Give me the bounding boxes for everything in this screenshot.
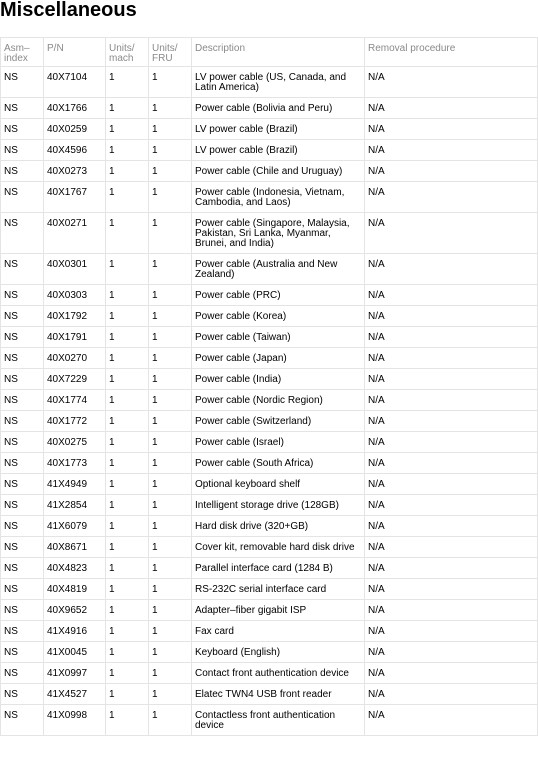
cell-part-number: 40X0273: [44, 161, 106, 182]
cell-units-fru: 1: [149, 98, 192, 119]
table-row: [1, 474, 538, 495]
cell-asm-index: NS: [1, 182, 44, 213]
cell-description: Power cable (Indonesia, Vietnam, Cambodia, and Laos): [192, 182, 365, 213]
cell-removal-procedure: N/A: [365, 306, 538, 327]
cell-description: Power cable (Nordic Region): [192, 390, 365, 411]
cell-units-mach: 1: [106, 663, 149, 684]
table-row: [1, 621, 538, 642]
cell-asm-index: NS: [1, 432, 44, 453]
cell-removal-procedure: N/A: [365, 516, 538, 537]
cell-description: LV power cable (Brazil): [192, 140, 365, 161]
header-removal-procedure: Removal procedure: [365, 38, 538, 67]
cell-asm-index: NS: [1, 495, 44, 516]
cell-units-fru: 1: [149, 119, 192, 140]
cell-units-mach: 1: [106, 213, 149, 254]
cell-units-fru: 1: [149, 306, 192, 327]
cell-asm-index: NS: [1, 390, 44, 411]
cell-asm-index: NS: [1, 621, 44, 642]
cell-removal-procedure: N/A: [365, 474, 538, 495]
cell-part-number: 40X0270: [44, 348, 106, 369]
cell-asm-index: NS: [1, 453, 44, 474]
cell-units-fru: 1: [149, 390, 192, 411]
cell-asm-index: NS: [1, 705, 44, 736]
cell-asm-index: NS: [1, 67, 44, 98]
cell-asm-index: NS: [1, 474, 44, 495]
table-row: [1, 411, 538, 432]
cell-removal-procedure: N/A: [365, 579, 538, 600]
cell-removal-procedure: N/A: [365, 98, 538, 119]
cell-removal-procedure: N/A: [365, 182, 538, 213]
cell-removal-procedure: N/A: [365, 600, 538, 621]
cell-description: LV power cable (US, Canada, and Latin America): [192, 67, 365, 98]
cell-units-mach: 1: [106, 474, 149, 495]
table-row: [1, 516, 538, 537]
cell-part-number: 40X8671: [44, 537, 106, 558]
cell-removal-procedure: N/A: [365, 254, 538, 285]
cell-description: Fax card: [192, 621, 365, 642]
cell-units-mach: 1: [106, 432, 149, 453]
cell-asm-index: NS: [1, 327, 44, 348]
cell-removal-procedure: N/A: [365, 348, 538, 369]
table-row: [1, 684, 538, 705]
parts-table: [0, 37, 538, 736]
cell-units-mach: 1: [106, 98, 149, 119]
cell-removal-procedure: N/A: [365, 621, 538, 642]
header-units-mach: Units/ mach: [106, 38, 149, 67]
cell-units-mach: 1: [106, 516, 149, 537]
table-row: [1, 600, 538, 621]
cell-description: Power cable (Israel): [192, 432, 365, 453]
cell-part-number: 41X2854: [44, 495, 106, 516]
cell-removal-procedure: N/A: [365, 140, 538, 161]
cell-asm-index: NS: [1, 119, 44, 140]
cell-asm-index: NS: [1, 411, 44, 432]
cell-units-fru: 1: [149, 213, 192, 254]
cell-units-mach: 1: [106, 306, 149, 327]
header-pn: P/N: [44, 38, 106, 67]
table-row: [1, 161, 538, 182]
table-row: [1, 327, 538, 348]
cell-description: Adapter–fiber gigabit ISP: [192, 600, 365, 621]
cell-part-number: 40X1791: [44, 327, 106, 348]
page-title: Miscellaneous: [0, 0, 137, 21]
cell-part-number: 40X1773: [44, 453, 106, 474]
cell-units-fru: 1: [149, 558, 192, 579]
cell-part-number: 40X1772: [44, 411, 106, 432]
cell-units-mach: 1: [106, 348, 149, 369]
cell-description: Power cable (Switzerland): [192, 411, 365, 432]
table-row: [1, 495, 538, 516]
cell-description: Keyboard (English): [192, 642, 365, 663]
cell-units-mach: 1: [106, 621, 149, 642]
cell-removal-procedure: N/A: [365, 684, 538, 705]
cell-units-fru: 1: [149, 537, 192, 558]
cell-part-number: 41X4949: [44, 474, 106, 495]
cell-part-number: 40X0301: [44, 254, 106, 285]
cell-description: RS-232C serial interface card: [192, 579, 365, 600]
cell-removal-procedure: N/A: [365, 495, 538, 516]
cell-part-number: 40X9652: [44, 600, 106, 621]
cell-asm-index: NS: [1, 558, 44, 579]
table-row: [1, 579, 538, 600]
cell-removal-procedure: N/A: [365, 161, 538, 182]
cell-description: LV power cable (Brazil): [192, 119, 365, 140]
cell-units-fru: 1: [149, 621, 192, 642]
table-row: [1, 119, 538, 140]
header-description: Description: [192, 38, 365, 67]
cell-description: Power cable (India): [192, 369, 365, 390]
cell-description: Hard disk drive (320+GB): [192, 516, 365, 537]
cell-asm-index: NS: [1, 98, 44, 119]
cell-asm-index: NS: [1, 579, 44, 600]
cell-description: Contactless front authentication device: [192, 705, 365, 736]
cell-units-fru: 1: [149, 327, 192, 348]
table-row: [1, 306, 538, 327]
cell-asm-index: NS: [1, 140, 44, 161]
cell-asm-index: NS: [1, 213, 44, 254]
cell-removal-procedure: N/A: [365, 537, 538, 558]
table-row: [1, 285, 538, 306]
cell-units-fru: 1: [149, 432, 192, 453]
cell-part-number: 41X4527: [44, 684, 106, 705]
cell-part-number: 40X1774: [44, 390, 106, 411]
cell-asm-index: NS: [1, 369, 44, 390]
cell-removal-procedure: N/A: [365, 705, 538, 736]
cell-asm-index: NS: [1, 161, 44, 182]
cell-asm-index: NS: [1, 600, 44, 621]
cell-part-number: 40X0259: [44, 119, 106, 140]
cell-units-mach: 1: [106, 390, 149, 411]
cell-units-mach: 1: [106, 453, 149, 474]
cell-part-number: 40X1767: [44, 182, 106, 213]
cell-removal-procedure: N/A: [365, 119, 538, 140]
table-row: [1, 254, 538, 285]
cell-description: Power cable (Australia and New Zealand): [192, 254, 365, 285]
table-row: [1, 705, 538, 736]
table-row: [1, 348, 538, 369]
cell-description: Intelligent storage drive (128GB): [192, 495, 365, 516]
cell-removal-procedure: N/A: [365, 558, 538, 579]
cell-description: Elatec TWN4 USB front reader: [192, 684, 365, 705]
table-row: [1, 558, 538, 579]
cell-units-mach: 1: [106, 411, 149, 432]
table-row: [1, 182, 538, 213]
cell-part-number: 40X4823: [44, 558, 106, 579]
cell-units-mach: 1: [106, 254, 149, 285]
cell-part-number: 40X0303: [44, 285, 106, 306]
cell-units-fru: 1: [149, 642, 192, 663]
cell-units-fru: 1: [149, 348, 192, 369]
cell-units-mach: 1: [106, 600, 149, 621]
cell-units-fru: 1: [149, 600, 192, 621]
cell-units-mach: 1: [106, 495, 149, 516]
cell-part-number: 40X7229: [44, 369, 106, 390]
cell-part-number: 40X0275: [44, 432, 106, 453]
cell-part-number: 41X4916: [44, 621, 106, 642]
cell-units-fru: 1: [149, 411, 192, 432]
cell-units-fru: 1: [149, 474, 192, 495]
cell-removal-procedure: N/A: [365, 453, 538, 474]
table-row: [1, 390, 538, 411]
cell-removal-procedure: N/A: [365, 411, 538, 432]
cell-description: Power cable (Chile and Uruguay): [192, 161, 365, 182]
cell-description: Contact front authentication device: [192, 663, 365, 684]
table-row: [1, 642, 538, 663]
cell-part-number: 41X0998: [44, 705, 106, 736]
cell-description: Power cable (Korea): [192, 306, 365, 327]
cell-part-number: 41X0045: [44, 642, 106, 663]
cell-units-fru: 1: [149, 453, 192, 474]
cell-units-mach: 1: [106, 684, 149, 705]
cell-units-mach: 1: [106, 119, 149, 140]
cell-removal-procedure: N/A: [365, 213, 538, 254]
table-row: [1, 432, 538, 453]
cell-asm-index: NS: [1, 642, 44, 663]
cell-removal-procedure: N/A: [365, 642, 538, 663]
cell-removal-procedure: N/A: [365, 67, 538, 98]
cell-description: Power cable (PRC): [192, 285, 365, 306]
table-row: [1, 537, 538, 558]
cell-description: Power cable (Japan): [192, 348, 365, 369]
cell-removal-procedure: N/A: [365, 369, 538, 390]
cell-removal-procedure: N/A: [365, 663, 538, 684]
cell-asm-index: NS: [1, 348, 44, 369]
cell-part-number: 40X1792: [44, 306, 106, 327]
cell-units-fru: 1: [149, 684, 192, 705]
cell-removal-procedure: N/A: [365, 327, 538, 348]
cell-description: Parallel interface card (1284 B): [192, 558, 365, 579]
cell-units-fru: 1: [149, 495, 192, 516]
table-row: [1, 140, 538, 161]
table-header-row: [1, 38, 538, 67]
cell-description: Power cable (Singapore, Malaysia, Pakistan, Sri Lanka, Myanmar, Brunei, and India): [192, 213, 365, 254]
header-units-fru: Units/ FRU: [149, 38, 192, 67]
cell-units-fru: 1: [149, 663, 192, 684]
cell-units-fru: 1: [149, 254, 192, 285]
cell-units-fru: 1: [149, 285, 192, 306]
cell-units-mach: 1: [106, 642, 149, 663]
cell-part-number: 40X4819: [44, 579, 106, 600]
cell-units-mach: 1: [106, 67, 149, 98]
cell-asm-index: NS: [1, 663, 44, 684]
cell-units-fru: 1: [149, 161, 192, 182]
cell-part-number: 41X0997: [44, 663, 106, 684]
header-asm-index: Asm– index: [1, 38, 44, 67]
cell-removal-procedure: N/A: [365, 285, 538, 306]
cell-units-mach: 1: [106, 537, 149, 558]
cell-asm-index: NS: [1, 285, 44, 306]
cell-asm-index: NS: [1, 306, 44, 327]
cell-asm-index: NS: [1, 684, 44, 705]
cell-description: Power cable (South Africa): [192, 453, 365, 474]
cell-units-mach: 1: [106, 705, 149, 736]
cell-units-fru: 1: [149, 705, 192, 736]
table-row: [1, 67, 538, 98]
cell-part-number: 40X0271: [44, 213, 106, 254]
table-row: [1, 663, 538, 684]
cell-units-fru: 1: [149, 369, 192, 390]
table-row: [1, 213, 538, 254]
cell-part-number: 40X4596: [44, 140, 106, 161]
cell-units-mach: 1: [106, 285, 149, 306]
cell-part-number: 40X7104: [44, 67, 106, 98]
cell-part-number: 40X1766: [44, 98, 106, 119]
cell-units-mach: 1: [106, 327, 149, 348]
cell-asm-index: NS: [1, 537, 44, 558]
cell-asm-index: NS: [1, 516, 44, 537]
cell-units-mach: 1: [106, 369, 149, 390]
cell-units-mach: 1: [106, 161, 149, 182]
cell-units-mach: 1: [106, 579, 149, 600]
cell-units-fru: 1: [149, 67, 192, 98]
cell-units-fru: 1: [149, 579, 192, 600]
cell-units-mach: 1: [106, 558, 149, 579]
table-row: [1, 453, 538, 474]
cell-description: Power cable (Taiwan): [192, 327, 365, 348]
cell-units-mach: 1: [106, 182, 149, 213]
cell-description: Power cable (Bolivia and Peru): [192, 98, 365, 119]
cell-description: Cover kit, removable hard disk drive: [192, 537, 365, 558]
cell-asm-index: NS: [1, 254, 44, 285]
cell-part-number: 41X6079: [44, 516, 106, 537]
table-row: [1, 98, 538, 119]
cell-units-fru: 1: [149, 516, 192, 537]
cell-units-fru: 1: [149, 182, 192, 213]
cell-units-mach: 1: [106, 140, 149, 161]
cell-removal-procedure: N/A: [365, 390, 538, 411]
table-row: [1, 369, 538, 390]
cell-units-fru: 1: [149, 140, 192, 161]
cell-description: Optional keyboard shelf: [192, 474, 365, 495]
cell-removal-procedure: N/A: [365, 432, 538, 453]
